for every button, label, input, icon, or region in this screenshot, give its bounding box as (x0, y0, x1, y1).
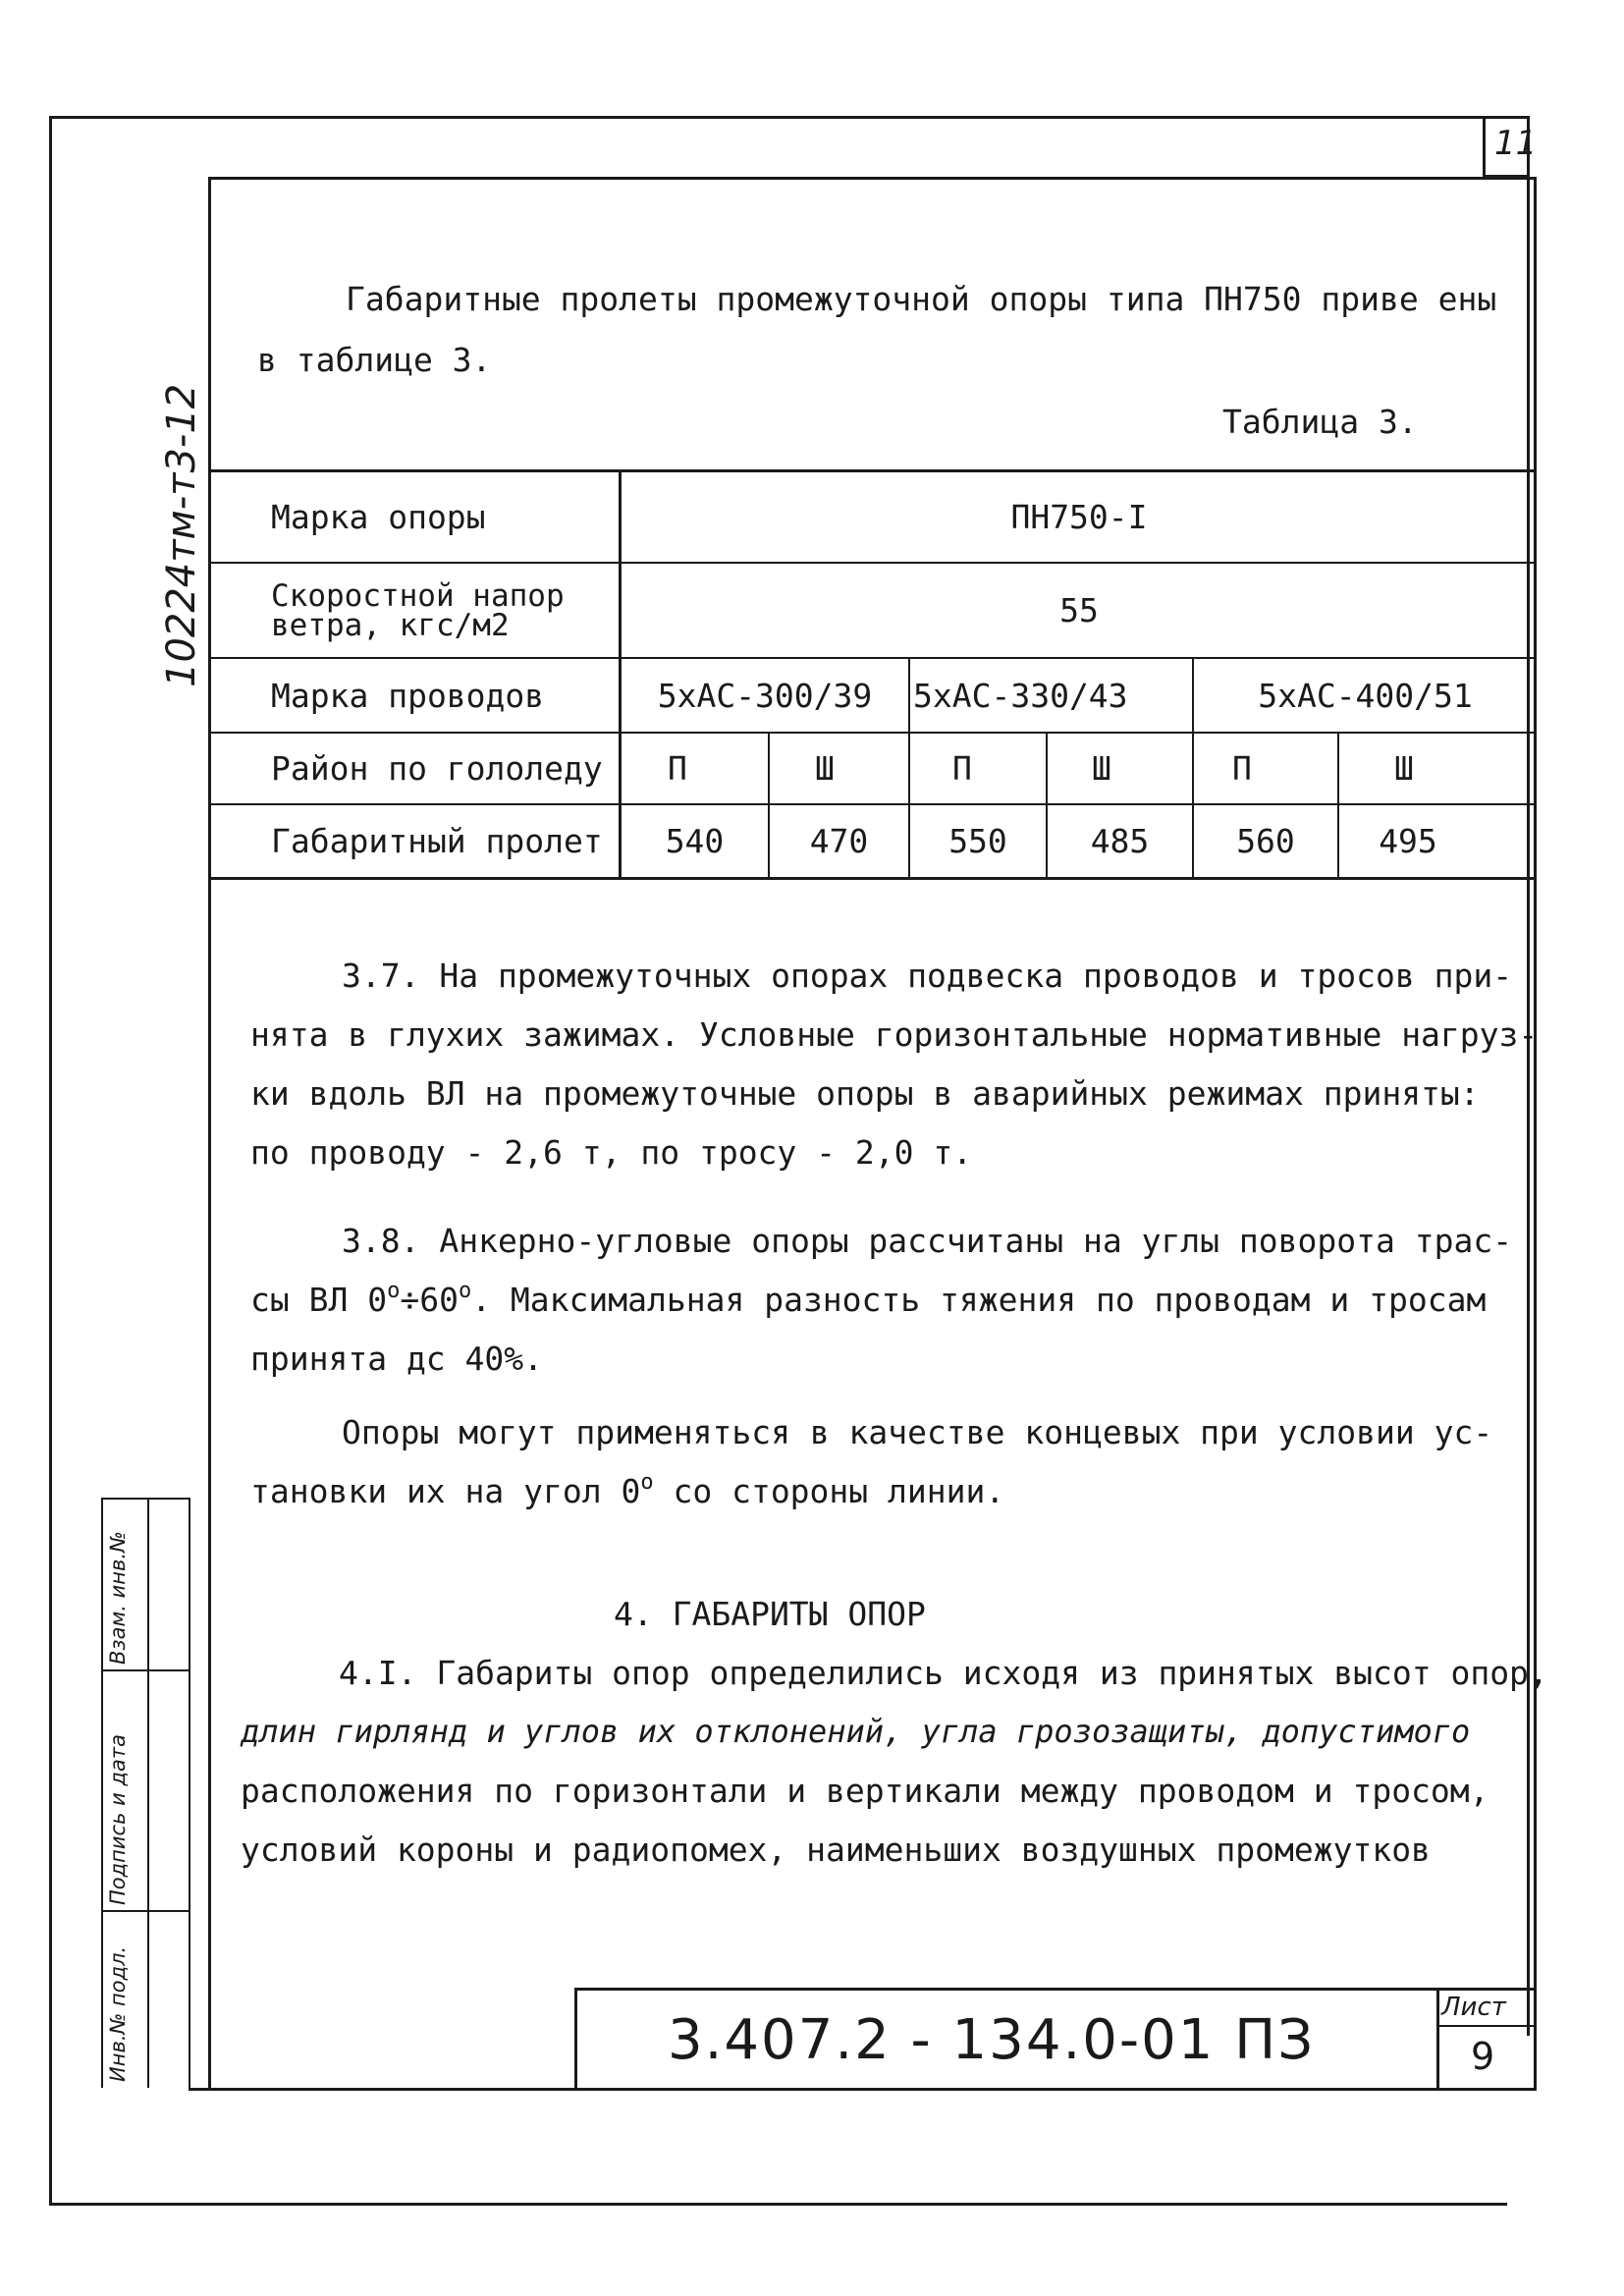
section-3-8-line-1: 3.8. Анкерно-угловые опоры рассчитаны на углы поворота трас- (342, 1222, 1513, 1260)
stamp-col-div-2 (101, 1910, 189, 1912)
outer-frame-left (49, 116, 52, 2203)
row-label-support-mark: Марка опоры (271, 498, 486, 536)
section-3-8-extra-line-2 (250, 1463, 1004, 1519)
section-4-line-2: длин гирлянд и углов их отклонений, угла грозозащиты, допустимого (241, 1713, 1471, 1750)
row-label-wind-pressure-text: Скоростной напор ветра, кгс/м2 (271, 577, 565, 643)
row-label-ice-region: Район по гололеду (271, 749, 603, 788)
ice-region-3: П (952, 749, 972, 788)
sheet-label: Лист (1441, 1993, 1506, 2022)
row-label-span: Габаритный пролет (271, 822, 603, 860)
intro-line-2: в таблице 3. (257, 341, 492, 379)
span-4: 485 (1090, 822, 1150, 860)
section-3-8-line-3: принята дс 40%. (250, 1339, 544, 1378)
stamp-col-line-mid (147, 1498, 149, 2088)
inner-frame-left (208, 177, 211, 2088)
page-mark: 11 (1494, 124, 1538, 163)
section-4-line-3: расположения по горизонтали и вертикали между проводом и тросом, (241, 1772, 1489, 1810)
degree-sup-1: о (387, 1279, 401, 1303)
section-4-line-4: условий короны и радиопомех, наименьших воздушных промежутков (241, 1831, 1431, 1869)
outer-frame-right (1527, 116, 1530, 2036)
stamp-col-line-right (189, 1498, 190, 2088)
page-mark-box-left (1483, 116, 1486, 177)
section-4-heading: 4. ГАБАРИТЫ ОПОР (614, 1595, 926, 1633)
title-block-left (574, 1988, 577, 2091)
title-block-sheet-divider (1436, 1988, 1439, 2091)
section-3-8-extra-line-1: Опоры могут применяться в качестве концевых при условии ус- (342, 1413, 1493, 1451)
wire-3: 5хАС-400/51 (1258, 676, 1473, 715)
inner-frame-bottom (189, 2088, 1537, 2091)
ice-region-4: Ш (1092, 749, 1111, 788)
outer-frame-top (49, 116, 1530, 119)
ice-region-6: Ш (1394, 749, 1414, 788)
wind-pressure-value: 55 (1059, 591, 1099, 629)
support-mark-value: ПН750-I (1010, 498, 1148, 536)
section-3-8-extra-line-2a: тановки их на угол 0 (250, 1472, 641, 1510)
span-3: 550 (948, 822, 1007, 860)
section-3-8-extra-line-2b: со стороны линии. (653, 1472, 1005, 1510)
section-3-8-line-2a: сы ВЛ 0 (250, 1281, 388, 1319)
outer-frame-bottom (49, 2203, 1507, 2206)
span-5: 560 (1236, 822, 1295, 860)
section-3-8-line-2b: ÷60 (400, 1281, 459, 1319)
row-label-wind-pressure (271, 564, 615, 657)
ice-region-2: Ш (815, 749, 835, 788)
section-3-8-line-2 (250, 1272, 1486, 1328)
ice-region-5: П (1232, 749, 1252, 788)
span-2: 470 (809, 822, 869, 860)
section-3-7-line-2: нята в глухих зажимах. Условные горизонтальные нормативные нагруз- (250, 1015, 1539, 1054)
stamp-label-replacement: Взам. инв.№ (106, 1531, 130, 1665)
degree-sup-3: о (640, 1470, 654, 1495)
section-3-7-line-1: 3.7. На промежуточных опорах подвеска проводов и тросов при- (342, 957, 1513, 995)
title-block-top (574, 1988, 1537, 1991)
stamp-label-signature-date: Подпись и дата (106, 1734, 130, 1905)
stamp-label-inv-number: Инв.№ подл. (106, 1945, 130, 2082)
stamp-col-top (101, 1498, 189, 1500)
span-1: 540 (665, 822, 725, 860)
stamp-col-div-1 (101, 1669, 189, 1671)
inner-frame-right (1534, 177, 1537, 2088)
row-label-wires: Марка проводов (271, 676, 545, 715)
ice-region-1: П (668, 749, 687, 788)
wire-2: 5хАС-330/43 (913, 676, 1128, 715)
inner-frame-top (208, 177, 1534, 180)
span-6: 495 (1379, 822, 1437, 860)
stamp-col-line-left (101, 1498, 103, 2088)
section-3-8-line-2c: . Максимальная разность тяжения по проводам и тросам (471, 1281, 1487, 1319)
intro-line-1: Габаритные пролеты промежуточной опоры типа ПН750 приве ены (346, 280, 1497, 318)
doc-code: 3.407.2 - 134.0-01 ПЗ (668, 2008, 1316, 2072)
sheet-number: 9 (1471, 2035, 1495, 2078)
section-3-7-line-4: по проводу - 2,6 т, по тросу - 2,0 т. (250, 1133, 973, 1172)
table-caption: Таблица 3. (1222, 403, 1418, 441)
section-4-line-1: 4.I. Габариты опор определились исходя из принятых высот опор, (339, 1654, 1548, 1692)
title-block-sheet-hline (1436, 2025, 1535, 2027)
wire-1: 5хАС-300/39 (657, 676, 873, 715)
section-3-7-line-3: ки вдоль ВЛ на промежуточные опоры в аварийных режимах приняты: (250, 1074, 1480, 1113)
degree-sup-2: о (458, 1279, 472, 1303)
side-stamp: 10224тм-т3-12 (159, 383, 204, 687)
